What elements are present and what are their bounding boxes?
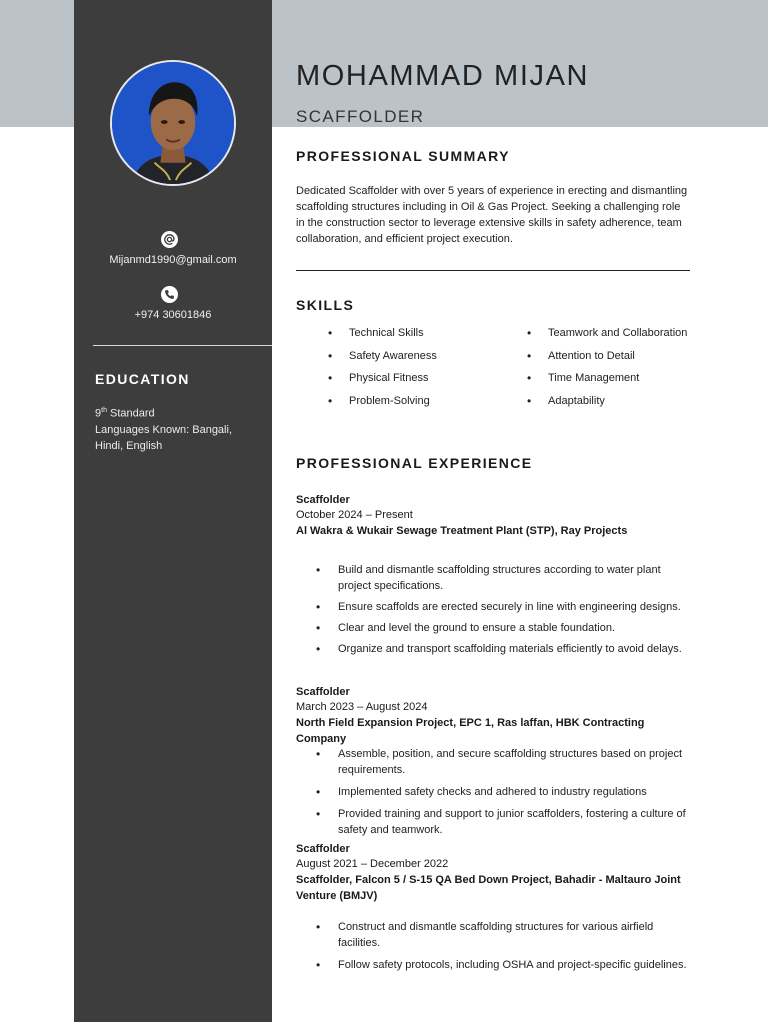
skill-item: • Technical Skills bbox=[328, 327, 437, 350]
skills-list-right bbox=[527, 327, 687, 417]
skill-item: • Attention to Detail bbox=[527, 350, 687, 373]
phone-icon bbox=[161, 286, 178, 303]
duty-item: • Provided training and support to junior scaffolders, fostering a culture of safety and teamwork. bbox=[316, 806, 696, 838]
job-dates: August 2021 – December 2022 bbox=[296, 858, 449, 870]
duty-item: • Implemented safety checks and adhered to industry regulations bbox=[316, 784, 696, 800]
job-company: North Field Expansion Project, EPC 1, Ras laffan, HBK Contracting Company bbox=[296, 717, 645, 745]
job-2-duties bbox=[316, 746, 696, 838]
skill-item: • Problem-Solving bbox=[328, 395, 437, 418]
duty-item: • Organize and transport scaffolding materials efficiently to avoid delays. bbox=[316, 641, 696, 657]
phone-number[interactable]: +974 30601846 bbox=[134, 309, 212, 321]
education-level: 9th Standard bbox=[95, 407, 155, 420]
duty-item: • Clear and level the ground to ensure a stable foundation. bbox=[316, 620, 696, 636]
skills-heading: SKILLS bbox=[296, 297, 355, 313]
job-dates: March 2023 – August 2024 bbox=[296, 701, 428, 713]
skills-list-left bbox=[328, 327, 437, 417]
education-details bbox=[95, 403, 265, 454]
skill-item: • Safety Awareness bbox=[328, 350, 437, 373]
skill-item: • Teamwork and Collaboration bbox=[527, 327, 687, 350]
job-entry-1 bbox=[296, 492, 696, 539]
job-company: Scaffolder, Falcon 5 / S-15 QA Bed Down Project, Bahadir - Maltauro Joint Venture (BMJV) bbox=[296, 874, 681, 902]
job-company: Al Wakra & Wukair Sewage Treatment Plant (STP), Ray Projects bbox=[296, 525, 628, 537]
job-3-duties bbox=[316, 919, 696, 973]
experience-heading: PROFESSIONAL EXPERIENCE bbox=[296, 455, 533, 471]
summary-text: Dedicated Scaffolder with over 5 years of experience in erecting and dismantling scaffolding structures including in Oil & Gas Project. Seeking a challenging role in the construction sector to leverage extensive skills in safety adherence, team collaboration, and efficient project execution. bbox=[296, 185, 688, 245]
job-dates: October 2024 – Present bbox=[296, 509, 413, 521]
languages-line-1: Languages Known: Bangali, bbox=[95, 423, 232, 436]
job-title: SCAFFOLDER bbox=[296, 107, 425, 126]
summary-heading: PROFESSIONAL SUMMARY bbox=[296, 148, 510, 164]
candidate-name: MOHAMMAD MIJAN bbox=[296, 60, 590, 92]
duty-item: • Construct and dismantle scaffolding structures for various airfield facilities. bbox=[316, 919, 696, 951]
skill-item: • Physical Fitness bbox=[328, 372, 437, 395]
sidebar-divider bbox=[93, 345, 272, 346]
education-heading: EDUCATION bbox=[95, 371, 190, 387]
at-sign-icon bbox=[161, 231, 178, 248]
job-role: Scaffolder bbox=[296, 843, 350, 855]
duty-item: • Build and dismantle scaffolding structures according to water plant project specifications. bbox=[316, 562, 696, 594]
duty-item: • Assemble, position, and secure scaffolding structures based on project requirements. bbox=[316, 746, 696, 778]
job-1-duties bbox=[316, 562, 696, 657]
job-role: Scaffolder bbox=[296, 494, 350, 506]
portrait-image bbox=[112, 62, 234, 184]
duty-item: • Ensure scaffolds are erected securely in line with engineering designs. bbox=[316, 599, 696, 615]
job-role: Scaffolder bbox=[296, 686, 350, 698]
section-divider bbox=[296, 270, 690, 271]
languages-line-2: Hindi, English bbox=[95, 439, 163, 452]
skill-item: • Adaptability bbox=[527, 395, 687, 418]
sidebar bbox=[74, 0, 272, 1022]
job-entry-2 bbox=[296, 684, 696, 747]
job-entry-3 bbox=[296, 841, 696, 904]
duty-item: • Follow safety protocols, including OSHA and project-specific guidelines. bbox=[316, 957, 696, 973]
skill-item: • Time Management bbox=[527, 372, 687, 395]
profile-photo bbox=[110, 60, 236, 186]
email-link[interactable]: Mijanmd1990@gmail.com bbox=[109, 254, 237, 266]
